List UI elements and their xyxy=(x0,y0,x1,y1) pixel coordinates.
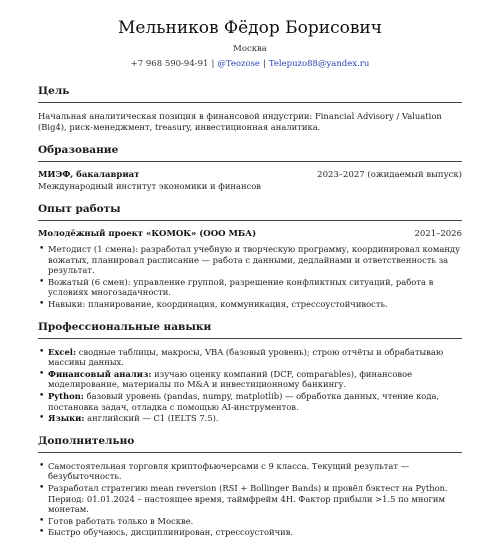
section-divider xyxy=(38,102,462,103)
skill-text: сводные таблицы, макросы, VBA (базовый уровень); строю отчёты и обрабатываю массивы данных. xyxy=(48,346,444,368)
telegram-link[interactable]: @Teozose xyxy=(217,59,260,69)
candidate-city: Москва xyxy=(233,44,267,54)
section-title-skills: Профессиональные навыки xyxy=(38,320,212,333)
skills-list xyxy=(38,347,462,424)
list-item xyxy=(48,391,462,412)
extra-list xyxy=(38,461,462,538)
education-dates: 2023–2027 (ожидаемый выпуск) xyxy=(317,170,462,180)
list-item: • Разработал стратегию mean reversion (RSI + Bollinger Bands) и провёл бэктест на Python. Период: 01.01.2024 – настоящее время, таймфрейм 4H. Фактор прибыли >1.5 по многим монетам. xyxy=(48,483,462,515)
education-row xyxy=(38,170,462,181)
education-degree: МИЭФ, бакалавриат xyxy=(38,170,140,180)
skill-label: Финансовый анализ: xyxy=(48,368,152,379)
experience-list xyxy=(38,244,462,310)
section-title-experience: Опыт работы xyxy=(38,203,121,215)
separator: | xyxy=(262,59,266,69)
list-item: • Готов работать только в Москве. xyxy=(48,516,462,527)
separator: | xyxy=(211,59,215,69)
list-item: • Быстро обучаюсь, дисциплинирован, стрессоустойчив. xyxy=(48,527,462,538)
phone-text: +7 968 590-94-91 xyxy=(130,59,209,69)
candidate-name: Мельников Фёдор Борисович xyxy=(117,18,382,38)
list-item xyxy=(48,369,462,390)
section-divider xyxy=(38,161,462,162)
skill-text: английский — C1 (IELTS 7.5). xyxy=(87,413,219,424)
section-divider xyxy=(38,452,462,453)
section-divider xyxy=(38,338,462,339)
list-item xyxy=(48,347,462,368)
list-item: • Навыки: планирование, координация, коммуникация, стрессоустойчивость. xyxy=(48,299,462,310)
list-item: • Самостоятельная торговля криптофьючерсами с 9 класса. Текущий результат — безубыточность. xyxy=(48,461,462,482)
list-item: • Вожатый (6 смен): управление группой, разрешение конфликтных ситуаций, работа в условиях многозадачности. xyxy=(48,277,462,298)
experience-dates: 2021–2026 xyxy=(414,229,462,239)
section-title-education: Образование xyxy=(38,144,119,156)
section-title-goal: Цель xyxy=(38,85,70,97)
skill-label: Python: xyxy=(48,390,84,401)
skill-text: базовый уровень (pandas, numpy, matplotlib) — обработка данных, чтение кода, постановка задач, отладка с помощью AI-инструментов. xyxy=(48,390,440,412)
list-item xyxy=(48,413,462,424)
education-institution: Международный институт экономики и финансов xyxy=(38,181,262,191)
experience-org: Молодёжный проект «КОМОК» (ООО МБА) xyxy=(38,229,257,239)
goal-text: Начальная аналитическая позиция в финансовой индустрии: Financial Advisory / Valuation (Big4), риск-менеджмент, treasury, инвестиционная аналитика. xyxy=(38,111,442,132)
contact-line xyxy=(38,58,462,70)
skill-label: Языки: xyxy=(48,413,85,424)
experience-row xyxy=(38,229,462,240)
list-item: • Методист (1 смена): разработал учебную и творческую программу, координировал команду вожатых, планировал расписание — работа с данными, дедлайнами и ответственность за результат. xyxy=(48,244,462,276)
section-title-extra: Дополнительно xyxy=(38,434,135,447)
email-link[interactable]: Telepuzo88@yandex.ru xyxy=(268,59,370,69)
skill-label: Excel: xyxy=(48,346,77,357)
section-divider xyxy=(38,220,462,221)
skill-text: изучаю оценку компаний (DCF, comparables), финансовое моделирование, материалы по M&A и инвестиционному банкингу. xyxy=(48,368,413,390)
